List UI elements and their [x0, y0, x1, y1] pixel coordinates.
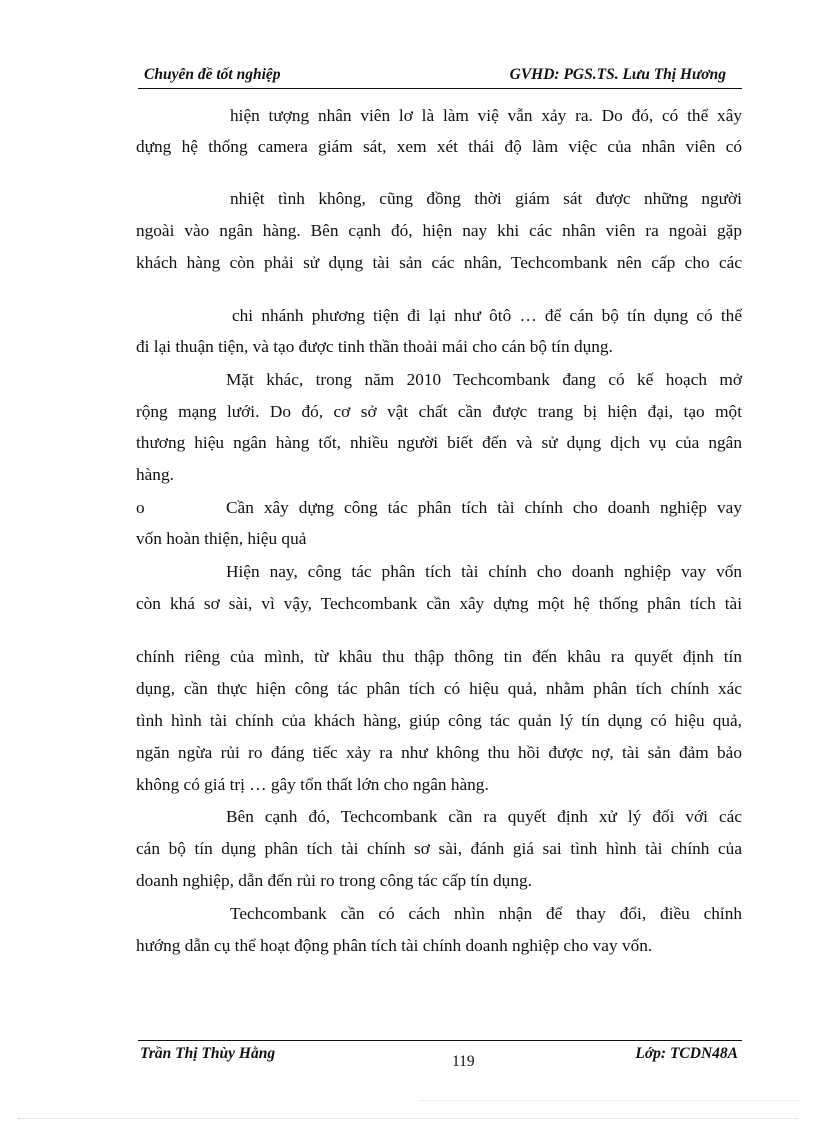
- text-line: khách hàng còn phải sử dụng tài sản các nhân, Techcombank nên cấp cho các: [136, 253, 742, 272]
- text-line: Hiện nay, công tác phân tích tài chính cho doanh nghiệp vay vốn: [226, 562, 742, 581]
- text-line: Mặt khác, trong năm 2010 Techcombank đang có kế hoạch mở: [226, 370, 742, 389]
- text-line: Bên cạnh đó, Techcombank cần ra quyết định xử lý đối với các: [226, 807, 742, 826]
- footer-class: Lớp: TCDN48A: [635, 1045, 738, 1062]
- text-line: hàng.: [136, 465, 174, 484]
- text-line: không có giá trị … gây tổn thất lớn cho ngân hàng.: [136, 775, 489, 794]
- header-supervisor: GVHD: PGS.TS. Lưu Thị Hương: [509, 66, 726, 83]
- section-heading: Cần xây dựng công tác phân tích tài chính cho doanh nghiệp vay: [226, 498, 742, 517]
- text-line: hiện tượng nhân viên lơ là làm việ vẫn xảy ra. Do đó, có thể xây: [230, 106, 742, 125]
- page-footer: [138, 1040, 742, 1081]
- text-line: cán bộ tín dụng phân tích tài chính sơ sài, đánh giá sai tình hình tài chính của: [136, 839, 742, 858]
- text-line: chi nhánh phương tiện đi lại như ôtô … để cán bộ tín dụng có thể: [232, 306, 742, 325]
- divider: [420, 1100, 800, 1101]
- page-number: 119: [452, 1053, 475, 1070]
- text-line: dụng, cần thực hiện công tác phân tích có hiệu quả, nhằm phân tích chính xác: [136, 679, 742, 698]
- text-line: ngoài vào ngân hàng. Bên cạnh đó, hiện nay khi các nhân viên ra ngoài gặp: [136, 221, 742, 240]
- text-line: đi lại thuận tiện, và tạo được tinh thần thoải mái cho cán bộ tín dụng.: [136, 337, 613, 356]
- text-line: thương hiệu ngân hàng tốt, nhiều người biết đến và sử dụng dịch vụ của ngân: [136, 433, 742, 452]
- text-line: hướng dẫn cụ thể hoạt động phân tích tài chính doanh nghiệp cho vay vốn.: [136, 936, 653, 955]
- section-heading-cont: vốn hoàn thiện, hiệu quả: [136, 529, 307, 548]
- text-line: tình hình tài chính của khách hàng, giúp công tác quản lý tín dụng có hiệu quả,: [136, 711, 742, 730]
- text-line: rộng mạng lưới. Do đó, cơ sở vật chất cần được trang bị hiện đại, tạo một: [136, 402, 742, 421]
- text-line: doanh nghiệp, dẫn đến rủi ro trong công tác cấp tín dụng.: [136, 871, 532, 890]
- header-title: Chuyên đề tốt nghiệp: [144, 66, 281, 83]
- page-header: [138, 66, 742, 89]
- text-line: Techcombank cần có cách nhìn nhận để thay đổi, điều chỉnh: [230, 904, 742, 923]
- text-line: còn khá sơ sài, vì vậy, Techcombank cần xây dựng một hệ thống phân tích tài: [136, 594, 742, 613]
- text-line: nhiệt tình không, cũng đồng thời giám sát được những người: [230, 189, 742, 208]
- footer-author: Trần Thị Thùy Hằng: [140, 1045, 276, 1062]
- divider: [18, 1118, 798, 1119]
- text-line: dựng hệ thống camera giám sát, xem xét thái độ làm việc của nhân viên có: [136, 137, 742, 156]
- bullet-marker: o: [136, 498, 145, 517]
- text-line: chính riêng của mình, từ khâu thu thập thông tin đến khâu ra quyết định tín: [136, 647, 742, 666]
- text-line: ngăn ngừa rủi ro đáng tiếc xảy ra như không thu hồi được nợ, tài sản đảm bảo: [136, 743, 742, 762]
